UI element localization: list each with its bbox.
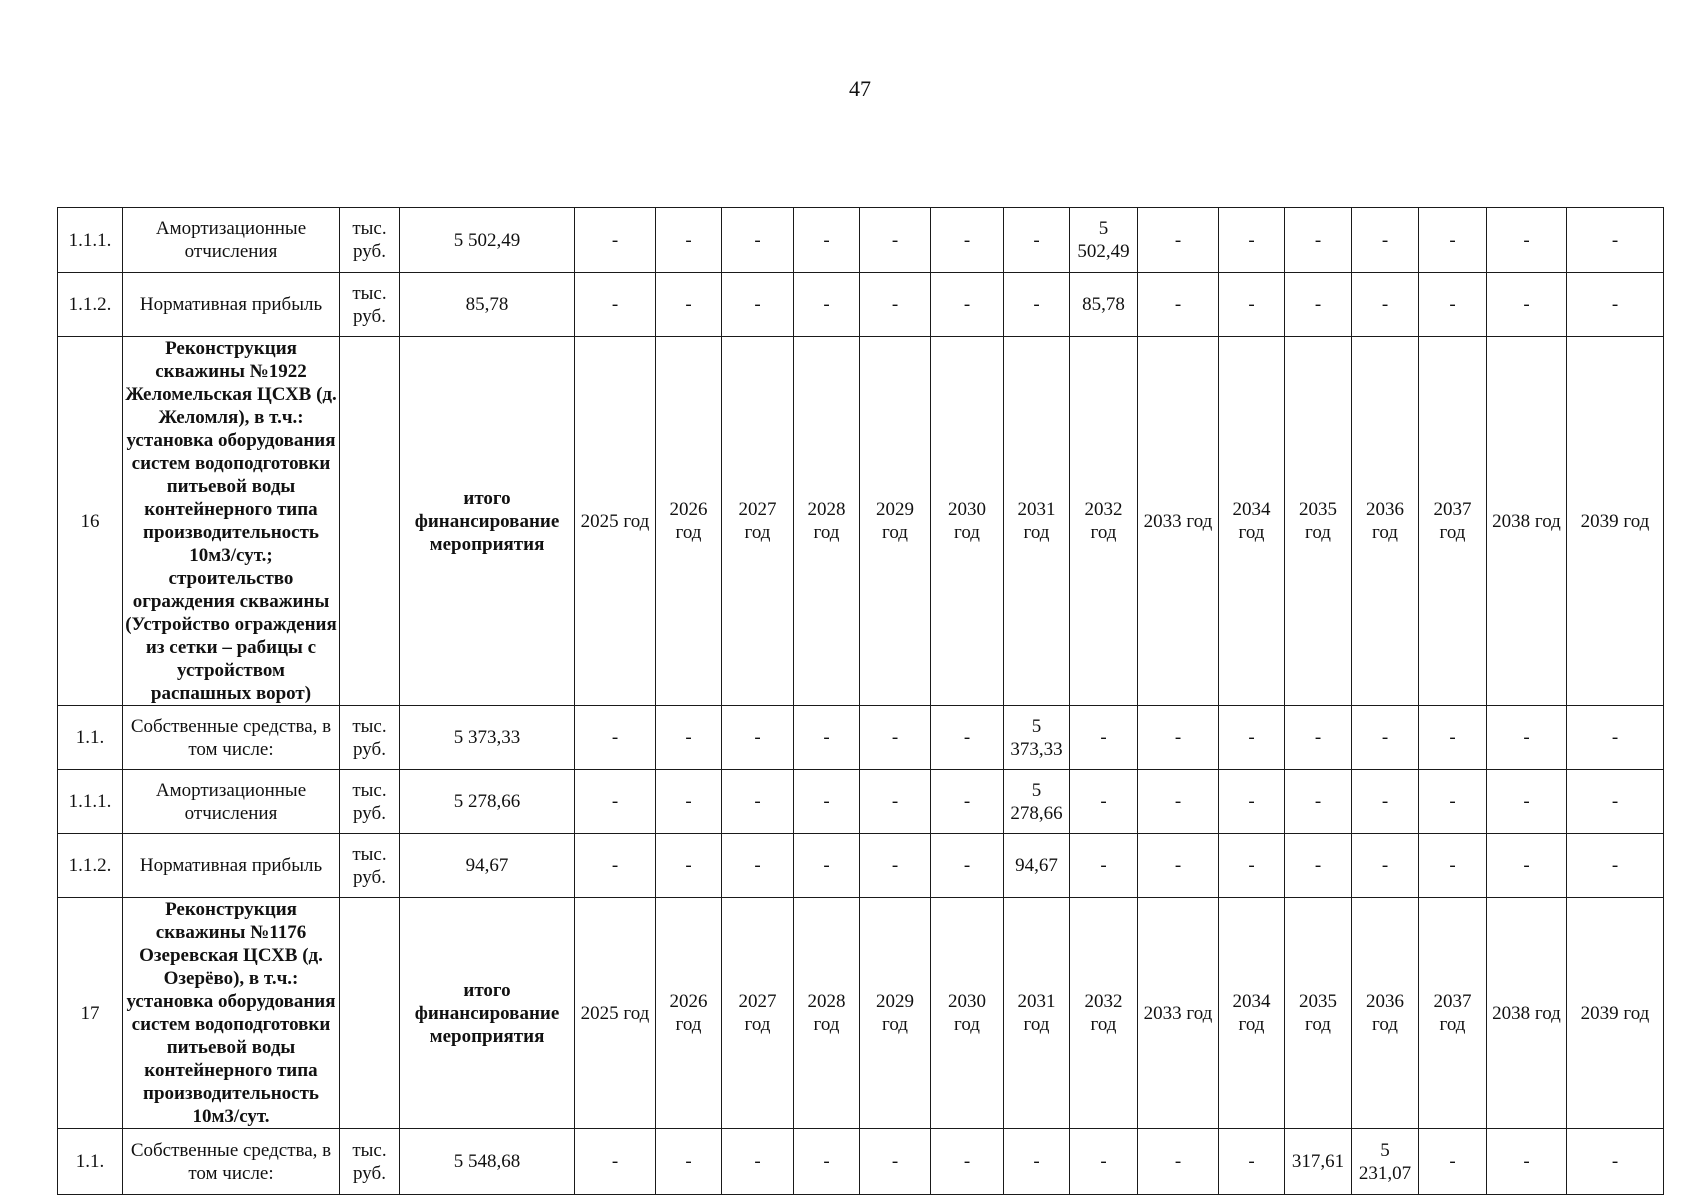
year-value-cell: - — [656, 208, 722, 273]
year-value-cell: - — [1487, 706, 1567, 770]
year-value-cell: - — [1419, 834, 1487, 898]
year-value-cell: - — [1219, 834, 1285, 898]
total-label: итого финансирование мероприятия — [400, 337, 575, 706]
year-value-cell: - — [1567, 273, 1664, 337]
project-header-row — [58, 337, 1664, 706]
table-row — [58, 834, 1664, 898]
year-header-cell: 2026 год — [656, 337, 722, 706]
table-row — [58, 770, 1664, 834]
row-number: 1.1.2. — [58, 273, 123, 337]
year-header-cell: 2035 год — [1285, 337, 1352, 706]
year-value-cell: - — [1138, 706, 1219, 770]
year-header-cell: 2038 год — [1487, 337, 1567, 706]
year-header-cell: 2038 год — [1487, 898, 1567, 1129]
year-value-cell: - — [1070, 1129, 1138, 1195]
project-title: Реконструкция скважины №1176 Озеревская ЦСХВ (д. Озерёво), в т.ч.: установка оборудования систем водоподготовки питьевой воды контейнерного типа производительность 10м3/сут. — [123, 898, 340, 1129]
year-value-cell: - — [1352, 770, 1419, 834]
total-value: 5 278,66 — [400, 770, 575, 834]
year-value-cell: - — [1352, 834, 1419, 898]
year-value-cell: - — [1219, 770, 1285, 834]
page-number: 47 — [849, 76, 871, 101]
year-value-cell: - — [575, 834, 656, 898]
year-value-cell: - — [1487, 1129, 1567, 1195]
year-value-cell: - — [860, 706, 931, 770]
year-header-cell: 2033 год — [1138, 898, 1219, 1129]
table-row — [58, 208, 1664, 273]
year-value-cell: - — [722, 208, 794, 273]
year-value-cell: - — [1285, 706, 1352, 770]
year-header-cell: 2034 год — [1219, 337, 1285, 706]
year-value-cell: - — [931, 770, 1004, 834]
year-value-cell: - — [575, 770, 656, 834]
year-value-cell: - — [575, 1129, 656, 1195]
year-value-cell: - — [1567, 770, 1664, 834]
year-value-cell: - — [1219, 208, 1285, 273]
unit-cell: тыс. руб. — [340, 1129, 400, 1195]
year-value-cell: - — [1285, 273, 1352, 337]
year-header-cell: 2025 год — [575, 337, 656, 706]
year-value-cell: - — [1567, 208, 1664, 273]
year-value-cell: - — [860, 1129, 931, 1195]
year-value-cell: - — [656, 1129, 722, 1195]
year-value-cell: - — [575, 273, 656, 337]
year-value-cell: - — [794, 834, 860, 898]
year-value-cell: - — [722, 770, 794, 834]
year-value-cell: - — [1138, 770, 1219, 834]
total-value: 85,78 — [400, 273, 575, 337]
year-header-cell: 2035 год — [1285, 898, 1352, 1129]
year-header-cell: 2033 год — [1138, 337, 1219, 706]
year-value-cell: 85,78 — [1070, 273, 1138, 337]
year-value-cell: - — [1285, 770, 1352, 834]
year-header-cell: 2036 год — [1352, 898, 1419, 1129]
year-value-cell: - — [1419, 770, 1487, 834]
table-row — [58, 273, 1664, 337]
table-row — [58, 706, 1664, 770]
year-value-cell: 5 502,49 — [1070, 208, 1138, 273]
year-value-cell: - — [1004, 1129, 1070, 1195]
year-header-cell: 2036 год — [1352, 337, 1419, 706]
year-header-cell: 2025 год — [575, 898, 656, 1129]
year-value-cell: - — [1352, 273, 1419, 337]
year-header-cell: 2032 год — [1070, 337, 1138, 706]
year-value-cell: - — [1138, 1129, 1219, 1195]
year-value-cell: - — [931, 1129, 1004, 1195]
year-value-cell: 317,61 — [1285, 1129, 1352, 1195]
item-name: Амортизационные отчисления — [123, 208, 340, 273]
year-header-cell: 2031 год — [1004, 337, 1070, 706]
year-value-cell: 5 373,33 — [1004, 706, 1070, 770]
total-value: 94,67 — [400, 834, 575, 898]
table-body — [58, 208, 1664, 1195]
item-name: Амортизационные отчисления — [123, 770, 340, 834]
year-value-cell: - — [1487, 273, 1567, 337]
year-header-cell: 2030 год — [931, 337, 1004, 706]
year-header-cell: 2037 год — [1419, 898, 1487, 1129]
year-value-cell: - — [1419, 1129, 1487, 1195]
year-value-cell: - — [1219, 273, 1285, 337]
year-value-cell: - — [1567, 706, 1664, 770]
year-value-cell: 5 278,66 — [1004, 770, 1070, 834]
year-value-cell: - — [1138, 834, 1219, 898]
unit-cell — [340, 337, 400, 706]
row-number: 1.1.1. — [58, 208, 123, 273]
unit-cell: тыс. руб. — [340, 706, 400, 770]
year-value-cell: - — [656, 770, 722, 834]
year-value-cell: - — [1567, 1129, 1664, 1195]
year-value-cell: - — [1219, 1129, 1285, 1195]
unit-cell: тыс. руб. — [340, 834, 400, 898]
year-header-cell: 2034 год — [1219, 898, 1285, 1129]
year-value-cell: - — [1138, 273, 1219, 337]
row-number: 1.1.1. — [58, 770, 123, 834]
year-value-cell: - — [1419, 706, 1487, 770]
financing-table — [57, 207, 1664, 1195]
year-header-cell: 2039 год — [1567, 337, 1664, 706]
year-value-cell: - — [794, 770, 860, 834]
row-number: 17 — [58, 898, 123, 1129]
year-value-cell: - — [794, 706, 860, 770]
year-header-cell: 2026 год — [656, 898, 722, 1129]
unit-cell: тыс. руб. — [340, 770, 400, 834]
year-value-cell: - — [722, 273, 794, 337]
year-value-cell: - — [722, 834, 794, 898]
year-header-cell: 2039 год — [1567, 898, 1664, 1129]
project-title: Реконструкция скважины №1922 Желомельская ЦСХВ (д. Желомля), в т.ч.: установка оборудования систем водоподготовки питьевой воды контейнерного типа производительность 10м3/сут.; строительство ограждения скважины (Устройство ограждения из сетки – рабицы с устройством распашных ворот) — [123, 337, 340, 706]
year-value-cell: - — [1352, 706, 1419, 770]
year-header-cell: 2029 год — [860, 898, 931, 1129]
year-header-cell: 2031 год — [1004, 898, 1070, 1129]
year-value-cell: - — [1487, 834, 1567, 898]
year-value-cell: - — [1487, 208, 1567, 273]
year-header-cell: 2029 год — [860, 337, 931, 706]
year-value-cell: - — [1070, 834, 1138, 898]
total-value: 5 373,33 — [400, 706, 575, 770]
item-name: Нормативная прибыль — [123, 834, 340, 898]
year-value-cell: - — [1285, 834, 1352, 898]
total-value: 5 502,49 — [400, 208, 575, 273]
year-value-cell: - — [1352, 208, 1419, 273]
year-value-cell: - — [931, 706, 1004, 770]
year-value-cell: - — [656, 834, 722, 898]
year-value-cell: - — [656, 273, 722, 337]
year-header-cell: 2027 год — [722, 337, 794, 706]
unit-cell — [340, 898, 400, 1129]
item-name: Нормативная прибыль — [123, 273, 340, 337]
total-value: 5 548,68 — [400, 1129, 575, 1195]
year-value-cell: - — [1070, 770, 1138, 834]
year-value-cell: - — [794, 273, 860, 337]
row-number: 1.1.2. — [58, 834, 123, 898]
year-value-cell: - — [575, 706, 656, 770]
year-value-cell: - — [656, 706, 722, 770]
year-value-cell: - — [1487, 770, 1567, 834]
year-value-cell: - — [1138, 208, 1219, 273]
year-value-cell: - — [860, 208, 931, 273]
year-value-cell: - — [1004, 208, 1070, 273]
year-value-cell: - — [1004, 273, 1070, 337]
year-value-cell: - — [794, 208, 860, 273]
row-number: 1.1. — [58, 1129, 123, 1195]
unit-cell: тыс. руб. — [340, 208, 400, 273]
year-header-cell: 2037 год — [1419, 337, 1487, 706]
year-header-cell: 2027 год — [722, 898, 794, 1129]
year-value-cell: - — [1567, 834, 1664, 898]
table-row — [58, 1129, 1664, 1195]
year-header-cell: 2032 год — [1070, 898, 1138, 1129]
year-value-cell: 5 231,07 — [1352, 1129, 1419, 1195]
year-header-cell: 2028 год — [794, 337, 860, 706]
year-value-cell: 94,67 — [1004, 834, 1070, 898]
year-value-cell: - — [575, 208, 656, 273]
year-value-cell: - — [722, 1129, 794, 1195]
year-value-cell: - — [1070, 706, 1138, 770]
year-value-cell: - — [794, 1129, 860, 1195]
item-name: Собственные средства, в том числе: — [123, 1129, 340, 1195]
year-value-cell: - — [860, 834, 931, 898]
total-label: итого финансирование мероприятия — [400, 898, 575, 1129]
year-value-cell: - — [1419, 208, 1487, 273]
year-header-cell: 2030 год — [931, 898, 1004, 1129]
year-value-cell: - — [931, 834, 1004, 898]
year-header-cell: 2028 год — [794, 898, 860, 1129]
year-value-cell: - — [1219, 706, 1285, 770]
year-value-cell: - — [722, 706, 794, 770]
year-value-cell: - — [860, 273, 931, 337]
year-value-cell: - — [931, 208, 1004, 273]
year-value-cell: - — [1419, 273, 1487, 337]
year-value-cell: - — [1285, 208, 1352, 273]
unit-cell: тыс. руб. — [340, 273, 400, 337]
project-header-row — [58, 898, 1664, 1129]
year-value-cell: - — [860, 770, 931, 834]
year-value-cell: - — [931, 273, 1004, 337]
row-number: 16 — [58, 337, 123, 706]
item-name: Собственные средства, в том числе: — [123, 706, 340, 770]
row-number: 1.1. — [58, 706, 123, 770]
